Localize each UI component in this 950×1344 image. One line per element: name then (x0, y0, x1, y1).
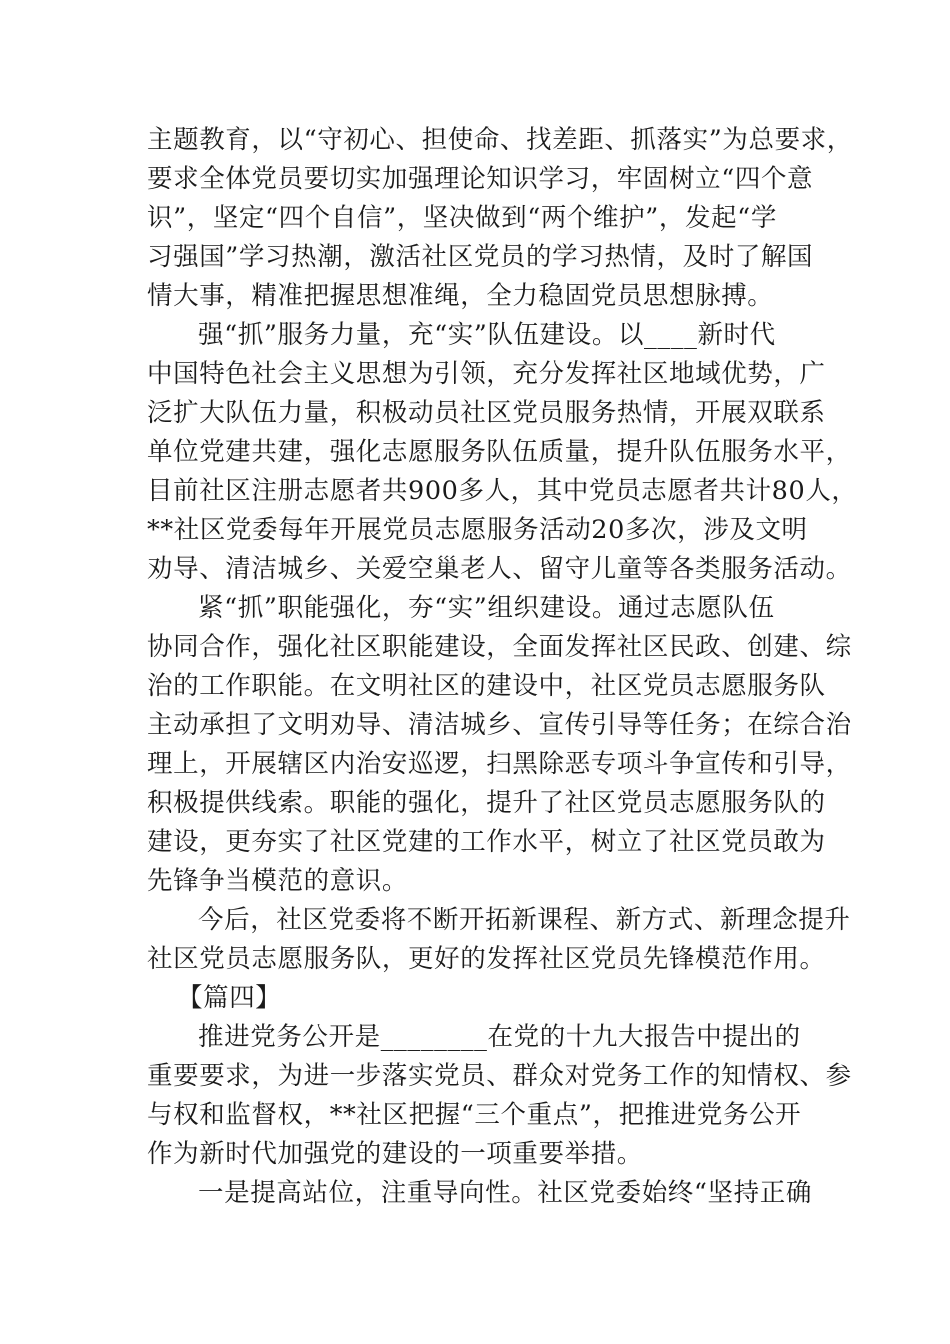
text-line: 理上，开展辖区内治安巡逻，扫黑除恶专项斗争宣传和引导， (147, 749, 852, 779)
paragraph-start-line: 一是提高站位，注重导向性。社区党委始终“坚持正确 (198, 1178, 812, 1208)
text-line: 主动承担了文明劝导、清洁城乡、宣传引导等任务；在综合治 (147, 710, 852, 740)
document-body (147, 121, 858, 1213)
text-line: 重要要求，为进一步落实党员、群众对党务工作的知情权、参 (147, 1061, 852, 1091)
paragraph-start-line: 强“抓”服务力量，充“实”队伍建设。以____新时代 (198, 320, 776, 350)
text-line: 协同合作，强化社区职能建设，全面发挥社区民政、创建、综 (147, 632, 852, 662)
text-line: 建设，更夯实了社区党建的工作水平，树立了社区党员敢为 (147, 827, 826, 857)
paragraph-start-line: 今后，社区党委将不断开拓新课程、新方式、新理念提升 (198, 905, 851, 935)
text-line: 泛扩大队伍力量，积极动员社区党员服务热情，开展双联系 (147, 398, 826, 428)
text-line: **社区党委每年开展党员志愿服务活动20多次，涉及文明 (147, 515, 808, 545)
text-line: 识”，坚定“四个自信”，坚决做到“两个维护”，发起“学 (147, 203, 777, 233)
text-line: 治的工作职能。在文明社区的建设中，社区党员志愿服务队 (147, 671, 826, 701)
text-line: 情大事，精准把握思想准绳，全力稳固党员思想脉搏。 (147, 281, 774, 311)
text-line: 劝导、清洁城乡、关爱空巢老人、留守儿童等各类服务活动。 (147, 554, 852, 584)
text-line: 社区党员志愿服务队，更好的发挥社区党员先锋模范作用。 (147, 944, 826, 974)
text-line: 作为新时代加强党的建设的一项重要举措。 (147, 1139, 643, 1169)
text-line: 要求全体党员要切实加强理论知识学习，牢固树立“四个意 (147, 164, 814, 194)
text-line: 中国特色社会主义思想为引领，充分发挥社区地域优势，广 (147, 359, 826, 389)
paragraph-start-line: 推进党务公开是________在党的十九大报告中提出的 (198, 1022, 801, 1052)
text-line: 单位党建共建，强化志愿服务队伍质量，提升队伍服务水平， (147, 437, 852, 467)
text-line: 主题教育，以“守初心、担使命、找差距、抓落实”为总要求， (147, 125, 853, 155)
text-line: 习强国”学习热潮，激活社区党员的学习热情，及时了解国 (147, 242, 814, 272)
text-line: 与权和监督权，**社区把握“三个重点”，把推进党务公开 (147, 1100, 802, 1130)
section-heading: 【篇四】 (177, 983, 282, 1013)
text-line: 先锋争当模范的意识。 (147, 866, 409, 896)
paragraph-start-line: 紧“抓”职能强化，夯“实”组织建设。通过志愿队伍 (198, 593, 775, 623)
text-line: 积极提供线索。职能的强化，提升了社区党员志愿服务队的 (147, 788, 826, 818)
text-line: 目前社区注册志愿者共900多人，其中党员志愿者共计80人， (147, 476, 858, 506)
